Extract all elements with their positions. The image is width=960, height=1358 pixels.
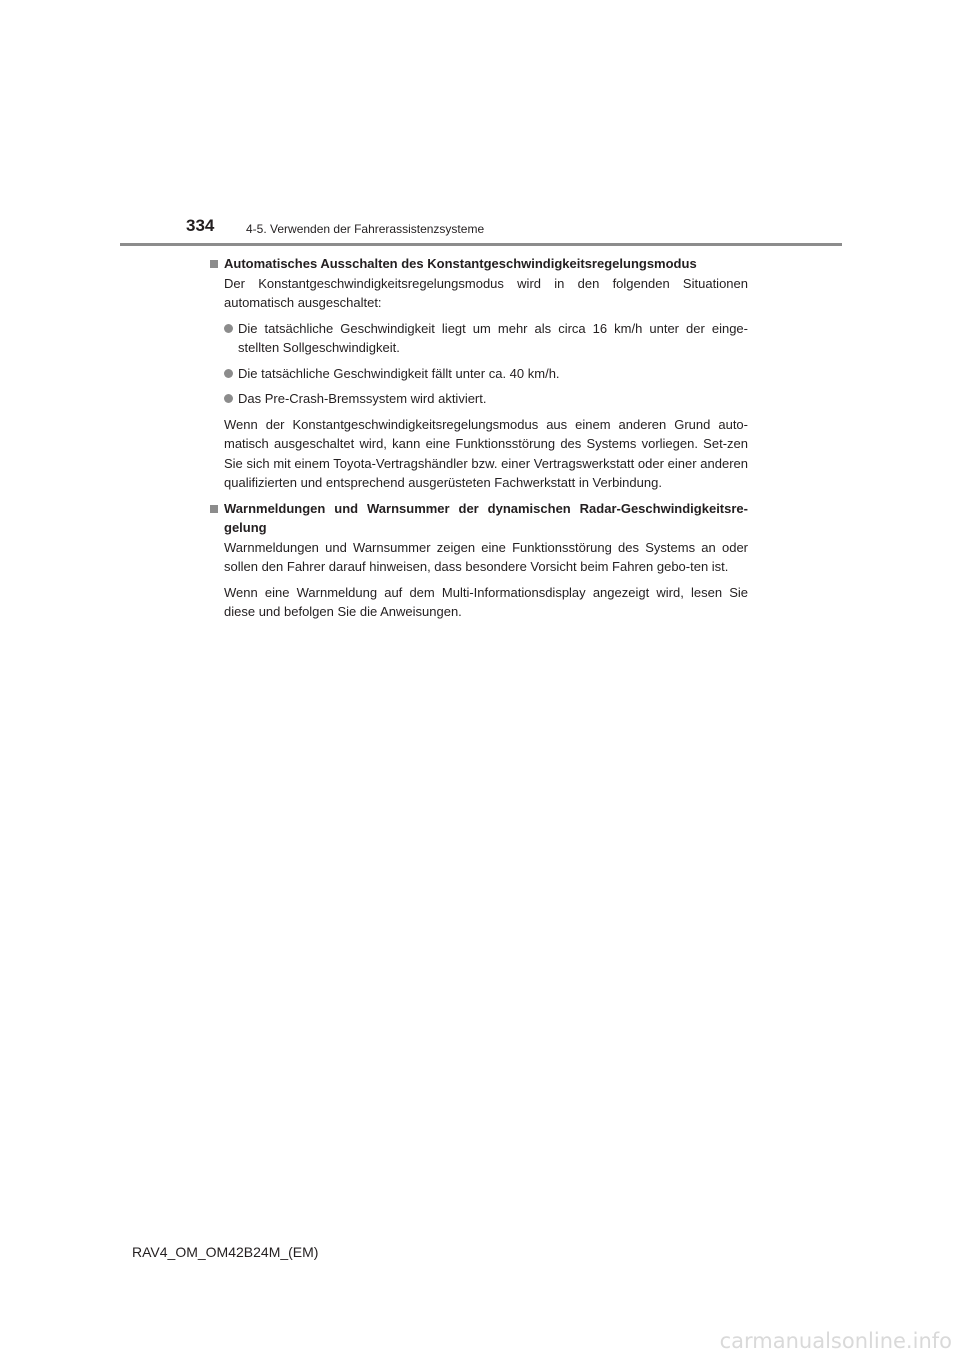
round-bullet-icon bbox=[224, 324, 233, 333]
list-item bbox=[210, 364, 748, 384]
section-heading-text: Warnmeldungen und Warnsummer der dynamischen Radar-Geschwindigkeitsre-gelung bbox=[224, 500, 748, 535]
section-intro-paragraph: Der Konstantgeschwindigkeitsregelungsmodus wird in den folgenden Situationen automatisch ausgeschaltet: bbox=[224, 275, 748, 310]
page-number: 334 bbox=[186, 216, 215, 235]
section-heading-warnings bbox=[210, 499, 748, 538]
round-bullet-icon bbox=[224, 369, 233, 378]
watermark: carmanualsonline.info bbox=[719, 1329, 952, 1353]
section-heading-text: Automatisches Ausschalten des Konstantgeschwindigkeitsregelungsmodus bbox=[224, 256, 697, 271]
page-content bbox=[210, 254, 748, 622]
list-item bbox=[210, 319, 748, 358]
list-item-text: Das Pre-Crash-Bremssystem wird aktiviert. bbox=[238, 391, 487, 406]
warning-paragraph: Warnmeldungen und Warnsummer zeigen eine Funktionsstörung des Systems an oder sollen den Fahrer darauf hinweisen, dass besondere Vorsicht beim Fahren gebo-ten ist. bbox=[224, 539, 748, 574]
square-bullet-icon bbox=[210, 505, 218, 513]
list-item-text: Die tatsächliche Geschwindigkeit fällt unter ca. 40 km/h. bbox=[238, 365, 560, 381]
page-header bbox=[0, 0, 960, 250]
section-heading-auto-off bbox=[210, 254, 748, 274]
warning-instruction-paragraph: Wenn eine Warnmeldung auf dem Multi-Informationsdisplay angezeigt wird, lesen Sie diese und befolgen Sie die Anweisungen. bbox=[224, 584, 748, 619]
header-divider bbox=[120, 243, 842, 246]
document-code: RAV4_OM_OM42B24M_(EM) bbox=[132, 1244, 319, 1260]
square-bullet-icon bbox=[210, 260, 218, 268]
section-title: 4-5. Verwenden der Fahrerassistenzsysteme bbox=[246, 222, 485, 236]
round-bullet-icon bbox=[224, 394, 233, 403]
list-item-text: Die tatsächliche Geschwindigkeit liegt um mehr als circa 16 km/h unter der einge-stellten Sollgeschwindigkeit. bbox=[238, 320, 748, 355]
list-item bbox=[210, 389, 748, 409]
section-outro-paragraph: Wenn der Konstantgeschwindigkeitsregelungsmodus aus einem anderen Grund auto-matisch ausgeschaltet wird, kann eine Funktionsstörung des Systems vorliegen. Set-zen Sie sich mit einem Toyota-Vertragshändler bzw. einer Vertragswerkstatt oder einer anderen qualifizierten und entsprechend ausgerüsteten Fachwerkstatt in Verbindung. bbox=[224, 416, 748, 490]
